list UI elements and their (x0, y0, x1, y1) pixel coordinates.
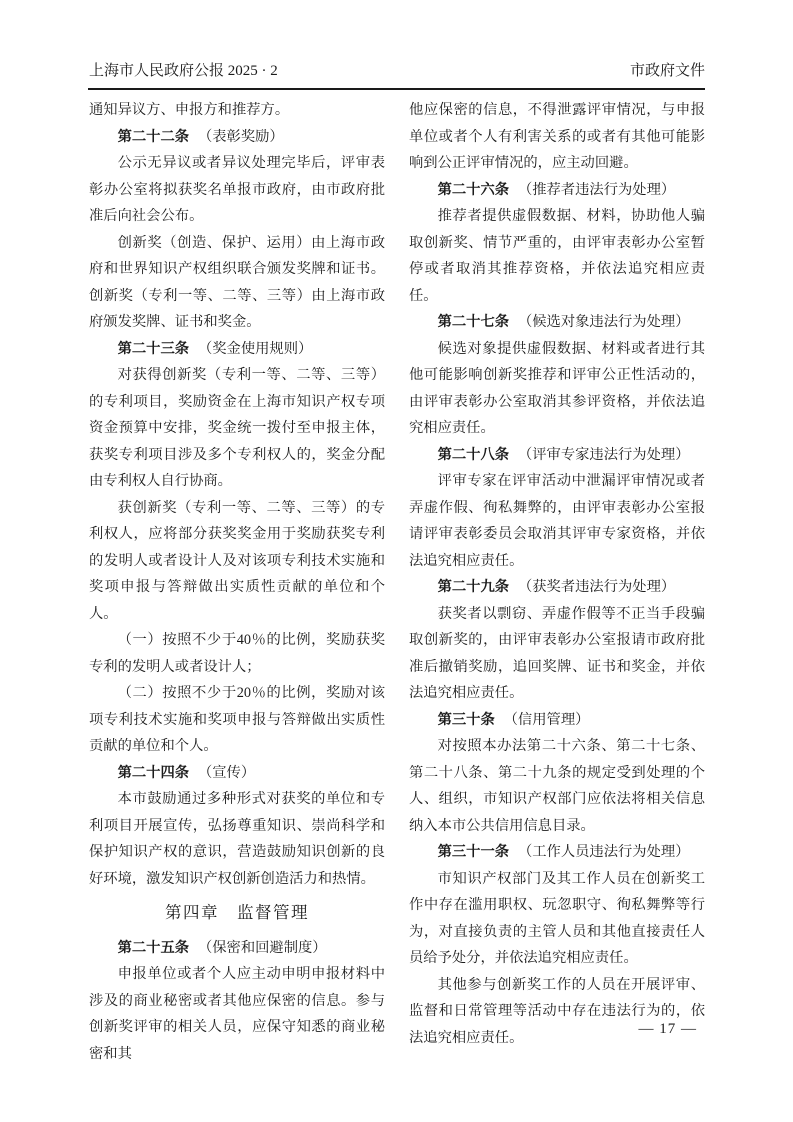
article-number: 第二十九条 (437, 579, 510, 595)
article-title: （表彰奖励） (197, 128, 284, 145)
body-paragraph: 其他参与创新奖工作的人员在开展评审、监督和日常管理等活动中存在违法行为的，依法追究相应责任。 (409, 976, 705, 1046)
article-title: （保密和回避制度） (197, 939, 327, 956)
chapter-heading: 第四章 监督管理 (165, 903, 309, 922)
body-paragraph: 候选对象提供虚假数据、材料或者进行其他可能影响创新奖推荐和评审公正性活动的，由评审表彰办公室取消其参评资格，并依法追究相应责任。 (409, 340, 705, 436)
article-number: 第二十三条 (117, 340, 190, 357)
article-title: （宣传） (197, 764, 256, 781)
article-heading (89, 760, 385, 787)
article-heading (409, 442, 705, 469)
article-title: （评审专家违法行为处理） (517, 446, 690, 463)
page-header (89, 62, 705, 81)
article-number: 第三十条 (437, 711, 495, 728)
article-title: （工作人员违法行为处理） (517, 844, 690, 860)
article-number: 第二十八条 (437, 446, 510, 463)
article-number: 第二十五条 (117, 939, 190, 956)
body-paragraph: 评审专家在评审活动中泄漏评审情况或者弄虚作假、徇私舞弊的，由评审表彰办公室报请评审表彰委员会取消其评审专家资格，并依法追究相应责任。 (409, 473, 705, 569)
body-paragraph: 申报单位或者个人应主动申明申报材料中涉及的商业秘密或者其他应保密的信息。参与创新奖评审的相关人员，应保守知悉的商业秘密和其 (89, 966, 385, 1062)
article-heading (89, 935, 385, 962)
body-paragraph: 公示无异议或者异议处理完毕后，评审表彰办公室将拟获奖名单报市政府，由市政府批准后向社会公布。 (89, 155, 385, 224)
article-heading (409, 309, 705, 336)
article-title: （候选对象违法行为处理） (517, 314, 690, 330)
article-heading (409, 707, 705, 734)
continuation-paragraph: 通知异议方、申报方和推荐方。 (89, 102, 290, 118)
article-title: （信用管理） (503, 711, 590, 728)
article-heading (89, 336, 385, 363)
page-number: — 17 — (638, 1021, 697, 1037)
article-number: 第二十七条 (437, 314, 510, 330)
body-paragraph: 对获得创新奖（专利一等、二等、三等）的专利项目，奖励资金在上海市知识产权专项资金预算中安排，奖金统一拨付至申报主体，获奖专利项目涉及多个专利权人的，奖金分配由专利权人自行协商。 (89, 367, 385, 489)
body-paragraph: 对按照本办法第二十六条、第二十七条、第二十八条、第二十九条的规定受到处理的个人、组织，市知识产权部门应依法将相关信息纳入本市公共信用信息目录。 (409, 738, 705, 834)
article-number: 第二十四条 (117, 764, 190, 781)
left-column (89, 97, 385, 1067)
article-heading (89, 124, 385, 151)
header-rule (88, 88, 705, 90)
article-title: （获奖者违法行为处理） (517, 579, 676, 595)
body-paragraph: （一）按照不少于40％的比例，奖励获奖专利的发明人或者设计人； (89, 632, 385, 675)
article-number: 第二十六条 (437, 181, 510, 198)
header-section-label: 市政府文件 (629, 63, 705, 79)
article-heading (409, 574, 705, 601)
body-paragraph: 市知识产权部门及其工作人员在创新奖工作中存在滥用职权、玩忽职守、徇私舞弊等行为，对直接负责的主管人员和其他直接责任人员给予处分，并依法追究相应责任。 (409, 870, 705, 966)
article-title: （奖金使用规则） (197, 340, 313, 357)
article-heading (409, 839, 705, 866)
header-gazette-title: 上海市人民政府公报 2025 · 2 (89, 63, 278, 79)
body-paragraph: 创新奖（创造、保护、运用）由上海市政府和世界知识产权组织联合颁发奖牌和证书。创新奖（专利一等、二等、三等）由上海市政府颁发奖牌、证书和奖金。 (89, 234, 385, 330)
body-paragraph: 获奖者以剽窃、弄虚作假等不正当手段骗取创新奖的，由评审表彰办公室报请市政府批准后撤销奖励，追回奖牌、证书和奖金，并依法追究相应责任。 (409, 605, 705, 701)
right-column (409, 97, 705, 1051)
content-columns (89, 97, 705, 1067)
article-heading (409, 177, 705, 204)
article-number: 第三十一条 (437, 844, 510, 860)
article-number: 第二十二条 (117, 128, 190, 145)
continuation-paragraph: 他应保密的信息，不得泄露评审情况，与申报单位或者个人有利害关系的或者有其他可能影响到公正评审情况的，应主动回避。 (409, 102, 705, 171)
body-paragraph: 获创新奖（专利一等、二等、三等）的专利权人，应将部分获奖奖金用于奖励获奖专利的发明人或者设计人及对该项专利技术实施和奖项申报与答辩做出实质性贡献的单位和个人。 (89, 499, 385, 622)
article-title: （推荐者违法行为处理） (517, 181, 676, 198)
body-paragraph: 本市鼓励通过多种形式对获奖的单位和专利项目开展宣传，弘扬尊重知识、崇尚科学和保护知识产权的意识，营造鼓励知识创新的良好环境，激发知识产权创新创造活力和热情。 (89, 791, 385, 887)
body-paragraph: （二）按照不少于20％的比例，奖励对该项专利技术实施和奖项申报与答辩做出实质性贡献的单位和个人。 (89, 685, 385, 754)
body-paragraph: 推荐者提供虚假数据、材料，协助他人骗取创新奖、情节严重的，由评审表彰办公室暂停或者取消其推荐资格，并依法追究相应责任。 (409, 208, 705, 304)
